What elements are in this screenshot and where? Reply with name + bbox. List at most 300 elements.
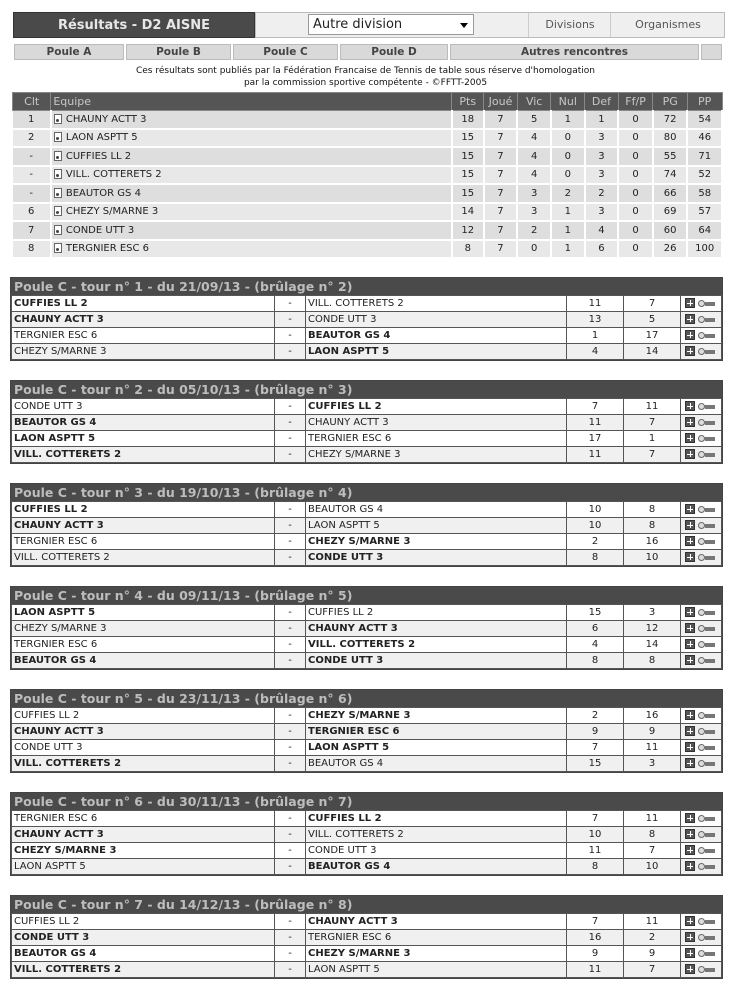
standings-cell: 0 [618,111,653,129]
home-score: 8 [567,859,624,875]
home-team[interactable]: BEAUTOR GS 4 [12,415,275,431]
home-team[interactable]: CHEZY S/MARNE 3 [12,843,275,859]
key-icon[interactable] [698,640,716,648]
document-icon[interactable] [54,114,62,124]
standings-cell: 3 [517,184,551,203]
standings-cell: 0 [618,129,653,148]
plus-icon[interactable] [685,758,695,768]
matches-table [11,501,722,566]
standings-cell: 58 [687,184,722,203]
key-icon[interactable] [698,711,716,719]
away-team[interactable]: VILL. COTTERETS 2 [306,637,567,653]
standings-cell: 7 [484,147,518,166]
away-score: 14 [624,344,681,360]
score-separator: - [275,344,306,360]
match-actions [681,962,722,978]
plus-icon[interactable] [685,449,695,459]
away-team[interactable]: BEAUTOR GS 4 [306,502,567,518]
match-row [12,811,722,827]
standings-row [13,147,723,166]
plus-icon[interactable] [685,829,695,839]
standings-cell: 12 [452,221,484,240]
organismes-link[interactable]: Organismes [610,13,725,37]
team-cell[interactable] [51,221,452,240]
away-team[interactable]: CUFFIES LL 2 [306,605,567,621]
home-score: 11 [567,962,624,978]
round-title: Poule C - tour n° 4 - du 09/11/13 - (brûlage n° 5) [11,587,722,604]
home-team[interactable]: BEAUTOR GS 4 [12,653,275,669]
home-team[interactable]: TERGNIER ESC 6 [12,534,275,550]
round-title: Poule C - tour n° 3 - du 19/10/13 - (brûlage n° 4) [11,484,722,501]
home-team[interactable]: CHAUNY ACTT 3 [12,518,275,534]
plus-icon[interactable] [685,813,695,823]
away-score: 11 [624,914,681,930]
match-actions [681,344,722,360]
away-team[interactable]: LAON ASPTT 5 [306,740,567,756]
standings-cell: 1 [551,221,585,240]
away-team[interactable]: CONDE UTT 3 [306,653,567,669]
away-team[interactable]: CUFFIES LL 2 [306,399,567,415]
plus-icon[interactable] [685,916,695,926]
key-icon[interactable] [698,434,716,442]
round-title: Poule C - tour n° 2 - du 05/10/13 - (brûlage n° 3) [11,381,722,398]
standings-cell: 15 [452,147,484,166]
standings-cell: 14 [452,203,484,222]
standings-header-4: Vic [517,93,551,111]
away-score: 7 [624,296,681,312]
away-score: 7 [624,447,681,463]
home-team[interactable]: CHAUNY ACTT 3 [12,724,275,740]
key-icon[interactable] [698,949,716,957]
standings-header-7: Ff/P [618,93,653,111]
divisions-link[interactable]: Divisions [528,13,611,37]
away-team[interactable]: VILL. COTTERETS 2 [306,827,567,843]
page-title: Résultats - D2 AISNE [13,12,255,38]
key-icon[interactable] [698,608,716,616]
home-team[interactable]: VILL. COTTERETS 2 [12,550,275,566]
score-separator: - [275,962,306,978]
score-separator: - [275,621,306,637]
home-team[interactable]: TERGNIER ESC 6 [12,328,275,344]
team-cell[interactable] [51,129,452,148]
document-icon[interactable] [54,225,62,235]
standings-header-8: PG [653,93,687,111]
home-team[interactable]: LAON ASPTT 5 [12,859,275,875]
team-name[interactable]: LAON ASPTT 5 [65,132,138,144]
home-team[interactable]: CONDE UTT 3 [12,930,275,946]
key-icon[interactable] [698,505,716,513]
away-team[interactable]: LAON ASPTT 5 [306,962,567,978]
home-team[interactable]: CHAUNY ACTT 3 [12,312,275,328]
score-separator: - [275,328,306,344]
away-team[interactable]: CUFFIES LL 2 [306,811,567,827]
away-score: 2 [624,930,681,946]
tab-poule-b[interactable]: Poule B [126,44,231,60]
score-separator: - [275,827,306,843]
match-actions [681,415,722,431]
plus-icon[interactable] [685,845,695,855]
standings-cell: 1 [551,240,585,259]
key-icon[interactable] [698,521,716,529]
key-icon[interactable] [698,315,716,323]
away-score: 10 [624,550,681,566]
plus-icon[interactable] [685,504,695,514]
match-row [12,296,722,312]
standings-cell: 100 [687,240,722,259]
home-score: 11 [567,415,624,431]
home-team[interactable]: CUFFIES LL 2 [12,502,275,518]
plus-icon[interactable] [685,742,695,752]
score-separator: - [275,415,306,431]
plus-icon[interactable] [685,417,695,427]
team-cell[interactable] [51,240,452,259]
plus-icon[interactable] [685,401,695,411]
key-icon[interactable] [698,965,716,973]
notice-line-1: Ces résultats sont publiés par la Fédération Francaise de Tennis de table sous réserve d'homologation [135,66,595,76]
plus-icon[interactable] [685,726,695,736]
key-icon[interactable] [698,331,716,339]
score-separator: - [275,811,306,827]
away-team[interactable]: BEAUTOR GS 4 [306,859,567,875]
match-row [12,946,722,962]
division-select-value: Autre division [313,17,403,32]
key-icon[interactable] [698,418,716,426]
plus-icon[interactable] [685,607,695,617]
match-row [12,756,722,772]
standings-cell: 7 [484,166,518,185]
standings-cell: 54 [687,111,722,129]
plus-icon[interactable] [685,520,695,530]
plus-icon[interactable] [685,948,695,958]
round-title: Poule C - tour n° 5 - du 23/11/13 - (brûlage n° 6) [11,690,722,707]
plus-icon[interactable] [685,536,695,546]
standings-cell: 3 [585,147,619,166]
standings-cell: 5 [517,111,551,129]
plus-icon[interactable] [685,623,695,633]
team-name[interactable]: BEAUTOR GS 4 [65,187,141,199]
match-row [12,859,722,875]
away-team[interactable]: LAON ASPTT 5 [306,518,567,534]
match-row [12,637,722,653]
standings-cell: 7 [484,111,518,129]
home-team[interactable]: LAON ASPTT 5 [12,605,275,621]
home-score: 13 [567,312,624,328]
key-icon[interactable] [698,347,716,355]
standings-cell: 1 [13,111,51,129]
away-team[interactable]: TERGNIER ESC 6 [306,431,567,447]
away-score: 8 [624,653,681,669]
home-team[interactable]: CHEZY S/MARNE 3 [12,344,275,360]
score-separator: - [275,312,306,328]
score-separator: - [275,740,306,756]
away-score: 16 [624,534,681,550]
home-score: 8 [567,653,624,669]
plus-icon[interactable] [685,314,695,324]
match-row [12,843,722,859]
standings-cell: 26 [653,240,687,259]
division-select[interactable] [308,14,474,35]
key-icon[interactable] [698,450,716,458]
standings-cell: 1 [551,111,585,129]
plus-icon[interactable] [685,932,695,942]
standings-cell: 0 [618,184,653,203]
key-icon[interactable] [698,917,716,925]
match-row [12,827,722,843]
away-score: 11 [624,740,681,756]
document-icon[interactable] [54,206,62,216]
score-separator: - [275,653,306,669]
match-row [12,930,722,946]
key-icon[interactable] [698,862,716,870]
match-row [12,415,722,431]
team-name[interactable]: CHEZY S/MARNE 3 [65,206,159,218]
standings-row [13,111,723,129]
away-score: 11 [624,811,681,827]
plus-icon[interactable] [685,330,695,340]
tab-poule-d[interactable]: Poule D [340,44,448,60]
key-icon[interactable] [698,846,716,854]
standings-cell: 1 [585,111,619,129]
home-team[interactable]: CHEZY S/MARNE 3 [12,621,275,637]
team-name[interactable]: CUFFIES LL 2 [65,150,132,162]
away-team[interactable]: TERGNIER ESC 6 [306,930,567,946]
home-team[interactable]: CUFFIES LL 2 [12,708,275,724]
away-team[interactable]: BEAUTOR GS 4 [306,756,567,772]
key-icon[interactable] [698,830,716,838]
match-actions [681,740,722,756]
plus-icon[interactable] [685,861,695,871]
standings-cell: 0 [551,147,585,166]
match-actions [681,637,722,653]
team-cell[interactable] [51,166,452,185]
away-score: 7 [624,962,681,978]
team-name[interactable]: CHAUNY ACTT 3 [65,113,147,125]
match-row [12,399,722,415]
away-team[interactable]: BEAUTOR GS 4 [306,328,567,344]
standings-cell: 0 [618,203,653,222]
match-actions [681,502,722,518]
matches-table [11,398,722,463]
standings-cell: 8 [13,240,51,259]
standings-row [13,203,723,222]
standings-row [13,184,723,203]
plus-icon[interactable] [685,346,695,356]
away-score: 12 [624,621,681,637]
key-icon[interactable] [698,656,716,664]
home-score: 7 [567,740,624,756]
match-row [12,447,722,463]
key-icon[interactable] [698,624,716,632]
match-row [12,312,722,328]
score-separator: - [275,843,306,859]
tab-poule-a[interactable]: Poule A [14,44,124,60]
standings-cell: 2 [551,184,585,203]
team-cell[interactable] [51,203,452,222]
match-actions [681,534,722,550]
home-team[interactable]: BEAUTOR GS 4 [12,946,275,962]
away-team[interactable]: CONDE UTT 3 [306,843,567,859]
team-cell[interactable] [51,147,452,166]
home-score: 11 [567,296,624,312]
match-actions [681,843,722,859]
score-separator: - [275,724,306,740]
home-score: 8 [567,550,624,566]
round-title: Poule C - tour n° 1 - du 21/09/13 - (brûlage n° 2) [11,278,722,295]
home-team[interactable]: TERGNIER ESC 6 [12,637,275,653]
plus-icon[interactable] [685,433,695,443]
home-team[interactable]: CUFFIES LL 2 [12,914,275,930]
match-actions [681,447,722,463]
standings-cell: - [13,166,51,185]
document-icon[interactable] [54,243,62,253]
key-icon[interactable] [698,537,716,545]
away-score: 9 [624,946,681,962]
away-team[interactable]: LAON ASPTT 5 [306,344,567,360]
home-score: 16 [567,930,624,946]
match-row [12,653,722,669]
match-row [12,621,722,637]
home-team[interactable]: CUFFIES LL 2 [12,296,275,312]
match-actions [681,708,722,724]
away-score: 3 [624,605,681,621]
match-actions [681,296,722,312]
standings-header-3: Joué [484,93,518,111]
away-team[interactable]: CHAUNY ACTT 3 [306,621,567,637]
team-name[interactable]: VILL. COTTERETS 2 [65,169,162,181]
score-separator: - [275,946,306,962]
match-actions [681,914,722,930]
round-block [10,895,723,979]
away-score: 8 [624,502,681,518]
home-score: 10 [567,502,624,518]
plus-icon[interactable] [685,552,695,562]
home-team[interactable]: VILL. COTTERETS 2 [12,756,275,772]
home-score: 7 [567,811,624,827]
standings-cell: 57 [687,203,722,222]
score-separator: - [275,605,306,621]
away-team[interactable]: CHEZY S/MARNE 3 [306,447,567,463]
home-team[interactable]: CONDE UTT 3 [12,399,275,415]
away-team[interactable]: CHAUNY ACTT 3 [306,415,567,431]
team-name[interactable]: TERGNIER ESC 6 [65,243,150,255]
match-actions [681,621,722,637]
standings-cell: 74 [653,166,687,185]
standings-cell: 0 [618,147,653,166]
away-team[interactable]: CHAUNY ACTT 3 [306,914,567,930]
match-actions [681,811,722,827]
standings-cell: 7 [484,203,518,222]
standings-cell: 3 [517,203,551,222]
standings-row [13,240,723,259]
plus-icon[interactable] [685,655,695,665]
key-icon[interactable] [698,814,716,822]
away-score: 8 [624,518,681,534]
standings-cell: 7 [484,221,518,240]
key-icon[interactable] [698,402,716,410]
home-score: 11 [567,447,624,463]
standings-cell: 46 [687,129,722,148]
away-team[interactable]: CHEZY S/MARNE 3 [306,708,567,724]
team-cell[interactable] [51,184,452,203]
away-team[interactable]: CHEZY S/MARNE 3 [306,534,567,550]
plus-icon[interactable] [685,298,695,308]
score-separator: - [275,399,306,415]
plus-icon[interactable] [685,639,695,649]
standings-cell: 3 [585,129,619,148]
matches-table [11,913,722,978]
match-actions [681,518,722,534]
team-name[interactable]: CONDE UTT 3 [65,224,135,236]
home-team[interactable]: LAON ASPTT 5 [12,431,275,447]
document-icon[interactable] [54,169,62,179]
match-actions [681,431,722,447]
score-separator: - [275,637,306,653]
standings-cell: 15 [452,129,484,148]
key-icon[interactable] [698,553,716,561]
key-icon[interactable] [698,743,716,751]
tab-autres-rencontres[interactable]: Autres rencontres [450,44,699,60]
standings-header-1: Equipe [51,93,452,111]
standings-cell: 7 [484,184,518,203]
away-team[interactable]: CONDE UTT 3 [306,550,567,566]
away-team[interactable]: VILL. COTTERETS 2 [306,296,567,312]
home-team[interactable]: CHAUNY ACTT 3 [12,827,275,843]
standings-cell: 71 [687,147,722,166]
match-row [12,962,722,978]
away-team[interactable]: CONDE UTT 3 [306,312,567,328]
tab-poule-c[interactable]: Poule C [233,44,338,60]
away-team[interactable]: TERGNIER ESC 6 [306,724,567,740]
standings-cell: 15 [452,166,484,185]
match-actions [681,724,722,740]
standings-cell: 60 [653,221,687,240]
key-icon[interactable] [698,933,716,941]
home-team[interactable]: VILL. COTTERETS 2 [12,447,275,463]
standings-cell: 0 [618,166,653,185]
team-cell[interactable] [51,111,452,129]
home-score: 11 [567,843,624,859]
key-icon[interactable] [698,759,716,767]
standings-cell: 1 [551,203,585,222]
standings-cell: 4 [517,166,551,185]
away-score: 9 [624,724,681,740]
home-team[interactable]: TERGNIER ESC 6 [12,811,275,827]
score-separator: - [275,447,306,463]
standings-cell: 15 [452,184,484,203]
standings-cell: 6 [13,203,51,222]
home-score: 17 [567,431,624,447]
document-icon[interactable] [54,151,62,161]
key-icon[interactable] [698,299,716,307]
notice-line-2: par la commission sportive compétente - ©FFTT-2005 [243,78,488,88]
document-icon[interactable] [54,188,62,198]
standings-cell: 72 [653,111,687,129]
home-team[interactable]: CONDE UTT 3 [12,740,275,756]
standings-cell: 2 [517,221,551,240]
away-score: 7 [624,415,681,431]
plus-icon[interactable] [685,710,695,720]
key-icon[interactable] [698,727,716,735]
away-score: 5 [624,312,681,328]
away-team[interactable]: CHEZY S/MARNE 3 [306,946,567,962]
standings-cell: 2 [585,184,619,203]
plus-icon[interactable] [685,964,695,974]
home-score: 9 [567,724,624,740]
round-block [10,380,723,464]
home-team[interactable]: VILL. COTTERETS 2 [12,962,275,978]
score-separator: - [275,550,306,566]
document-icon[interactable] [54,132,62,142]
